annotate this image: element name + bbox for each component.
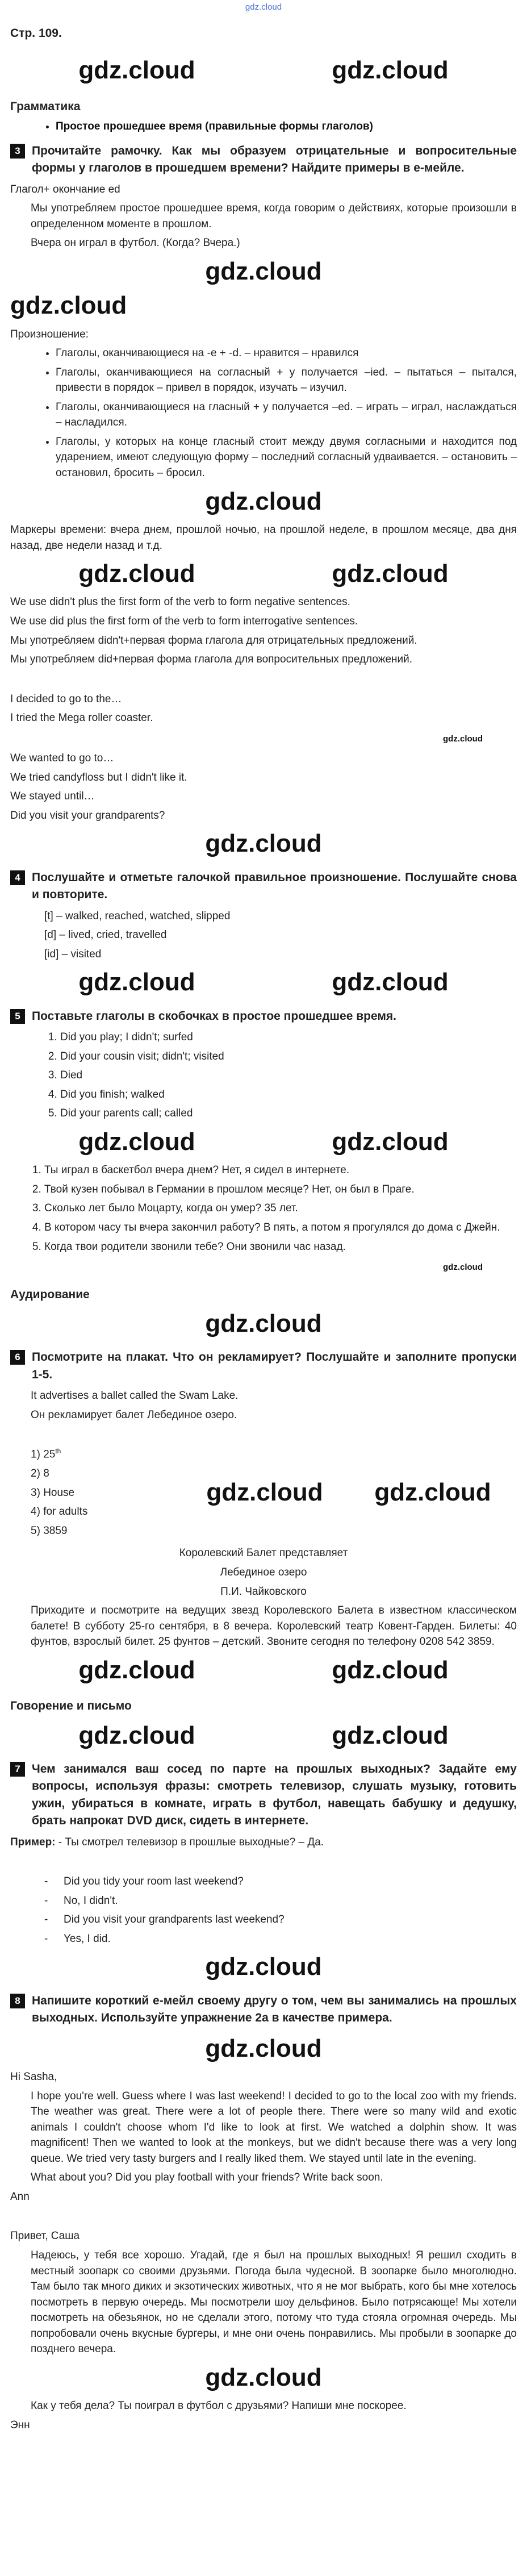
exercise-instruction: Напишите короткий е-мейл своему другу о том, чем вы занимались на прошлых выходных. Используйте упражнение 2а в качестве примера. (32, 1994, 517, 2025)
exercise-6 (10, 1349, 517, 1383)
dialogue (10, 1874, 517, 1946)
watermark: gdz.cloud (78, 1721, 195, 1749)
email-greeting: Hi Sasha, (10, 2071, 57, 2083)
answer-ru: Он рекламирует балет Лебединое озеро. (31, 1408, 237, 1421)
watermark: gdz.cloud (332, 1656, 449, 1684)
example-sentence: We tried candyfloss but I didn't like it. (10, 771, 187, 783)
watermark: gdz.cloud (374, 1478, 491, 1507)
exercise-number: 7 (10, 1762, 25, 1777)
watermark: gdz.cloud (205, 2034, 322, 2062)
watermark: gdz.cloud (10, 291, 127, 320)
translation-item: 5. Когда твои родители звонили тебе? Они звонили час назад. (44, 1239, 517, 1255)
explanation: Мы употребляем простое прошедшее время, когда говорим о действиях, которые произошли в определенном моменте в прошлом. (31, 202, 517, 230)
watermark: gdz.cloud (443, 733, 483, 744)
rule-ru: Мы употребляем didn't+первая форма глагола для отрицательных предложений. (10, 634, 417, 647)
pronunciation-rule: • Глаголы, оканчивающиеся на -e + -d. – нравится – нравился (56, 345, 517, 361)
translation-item: 4. В котором часу ты вчера закончил работу? В пять, а потом я прогулялся до дома с Джейн. (44, 1220, 517, 1236)
gap-answer: 1) 25th (31, 1447, 61, 1461)
gap-answer: 4) for adults (31, 1506, 88, 1518)
exercise-number: 5 (10, 1009, 25, 1024)
rule-en: We use did plus the first form of the verb to form interrogative sentences. (10, 615, 358, 627)
grammar-bullet-list (10, 119, 517, 135)
pronunciation-heading: Произношение: (10, 328, 89, 340)
pronunciation-rule: • Глаголы, оканчивающиеся на гласный + у получается –ed. – играть – играл, наслаждаться – насладился. (56, 399, 517, 431)
exercise-number: 3 (10, 144, 25, 159)
watermark: gdz.cloud (205, 830, 322, 858)
watermark: gdz.cloud (332, 56, 449, 85)
rule-ru: Мы употребляем did+первая форма глагола для вопросительных предложений. (10, 653, 413, 666)
section-heading-audio: Аудирование (10, 1287, 90, 1301)
watermark: gdz.cloud (205, 1953, 322, 1981)
watermark: gdz.cloud (78, 1656, 195, 1684)
watermark: gdz.cloud (78, 1127, 195, 1156)
exercise-8 (10, 1993, 517, 2027)
gap-answer: 2) 8 (31, 1468, 49, 1480)
answer-item: 5. Did your parents call; called (60, 1106, 517, 1122)
poster-line: Лебединое озеро (220, 1566, 307, 1579)
gap-answer: 3) House (31, 1486, 75, 1499)
email-signature: Ann (10, 2190, 30, 2203)
email-closing: Как у тебя дела? Ты поиграл в футбол с друзьями? Напиши мне поскорее. (31, 2400, 407, 2412)
exercise-number: 8 (10, 1994, 25, 2008)
email-closing: What about you? Did you play football with your friends? Write back soon. (31, 2171, 383, 2184)
poster-line: Королевский Балет представляет (179, 1547, 348, 1560)
exercise-instruction: Поставьте глаголы в скобочках в простое прошедшее время. (32, 1009, 396, 1023)
exercise-number: 6 (10, 1350, 25, 1365)
answer-en: It advertises a ballet called the Swam Lake. (31, 1390, 239, 1402)
answer-item: 1. Did you play; I didn't; surfed (60, 1029, 517, 1045)
watermark: gdz.cloud (332, 1127, 449, 1156)
exercise-3 (10, 143, 517, 177)
answer-list (10, 1029, 517, 1122)
watermark: gdz.cloud (443, 1262, 483, 1273)
site-header-link[interactable]: gdz.cloud (245, 2, 282, 12)
translation-item: 2. Твой кузен побывал в Германии в прошлом месяце? Нет, он был в Праге. (44, 1182, 517, 1198)
pronunciation-answer: [d] – lived, cried, travelled (44, 929, 167, 941)
example-sentence: Did you visit your grandparents? (10, 809, 165, 822)
dialogue-line: - Yes, I did. (44, 1931, 517, 1947)
example-sentence: We wanted to go to… (10, 752, 114, 765)
exercise-5 (10, 1008, 517, 1025)
watermark: gdz.cloud (332, 560, 449, 588)
answer-item: 4. Did you finish; walked (60, 1087, 517, 1103)
watermark: gdz.cloud (332, 1721, 449, 1749)
translation-list (10, 1162, 517, 1254)
formula: Глагол+ окончание ed (10, 183, 120, 195)
watermark: gdz.cloud (205, 2363, 322, 2391)
poster-text: Приходите и посмотрите на ведущих звезд Королевского Балета в известном классическом балете! В субботу 25-го сентября, в 8 вечера. Королевский театр Ковент-Гарден. Билеты: 40 фунтов, взрослый билет. 25 фунтов – детский. Звоните сегодня по телефону 0208 542 3859. (31, 1604, 517, 1648)
example-sentence: I tried the Mega roller coaster. (10, 712, 153, 724)
dialogue-line: - No, I didn't. (44, 1893, 517, 1909)
email-body: I hope you're well. Guess where I was last weekend! I decided to go to the local zoo with my friends. The weather was great. There were a lot of people there. There were so many wild and exotic animals I couldn't choose whom I'd like to look at first. We watched a dolphin show. It was magnificent! Then we wanted to look at the monkeys, but we didn't because there was a very long queue. We tried very tasty burgers and I really liked them. We stayed until late in the evening. (31, 2090, 517, 2165)
email-body: Надеюсь, у тебя все хорошо. Угадай, где я был на прошлых выходных! Я решил сходить в местный зоопарк со своими друзьями. Погода была чудесной. В зоопарке было многолюдно. Там было так много диких и экзотических животных, что я не мог выбрать, кого бы мне хотелось посмотреть в первую очередь. Мы посмотрели шоу дельфинов. Было потрясающе! Мы хотели посмотреть на обезьянок, но не сделали этого, потому что туда стояла огромная очередь. Мы попробовали очень вкусные бургеры, и мне они очень понравились. Мы пробыли в зоопарке до позднего вечера. (31, 2249, 517, 2356)
example-sentence: I decided to go to the… (10, 693, 122, 705)
exercise-instruction: Чем занимался ваш сосед по парте на прошлых выходных? Задайте ему вопросы, используя фразы: смотреть телевизор, слушать музыку, готовить ужин, убираться в комнате, играть в футбол, навещать бабушку и дедушку, брать напрокат DVD диск, сидеть в интернете. (32, 1762, 517, 1828)
example-label: Пример: (10, 1836, 56, 1848)
page-label: Стр. 109. (10, 27, 62, 40)
gap-answer: 5) 3859 (31, 1524, 68, 1537)
exercise-instruction: Послушайте и отметьте галочкой правильное произношение. Послушайте снова и повторите. (32, 870, 517, 902)
watermark: gdz.cloud (332, 968, 449, 997)
time-markers: Маркеры времени: вчера днем, прошлой ночью, на прошлой неделе, в прошлом месяце, два дня назад, две недели назад и т.д. (10, 523, 517, 552)
exercise-instruction: Посмотрите на плакат. Что он рекламирует? Послушайте и заполните пропуски 1-5. (32, 1350, 517, 1381)
exercise-number: 4 (10, 870, 25, 885)
exercise-instruction: Прочитайте рамочку. Как мы образуем отрицательные и вопросительные формы у глаголов в прошедшем времени? Найдите примеры в е-мейле. (32, 144, 517, 175)
rule-en: We use didn't plus the first form of the verb to form negative sentences. (10, 596, 350, 608)
pronunciation-rule: • Глаголы, у которых на конце гласный стоит между двумя согласными и находится под ударением, имеют следующую форму – последний согласный удваивается. – остановить – остановил, бросить – бросил. (56, 434, 517, 481)
translation-item: 3. Сколько лет было Моцарту, когда он умер? 35 лет. (44, 1201, 517, 1216)
watermark: gdz.cloud (205, 1310, 322, 1338)
watermark: gdz.cloud (78, 560, 195, 588)
watermark-row (10, 53, 517, 87)
pronunciation-answer: [id] – visited (44, 948, 102, 960)
poster-line: П.И. Чайковского (220, 1585, 307, 1598)
pronunciation-rules (10, 345, 517, 481)
dialogue-line: - Did you tidy your room last weekend? (44, 1874, 517, 1890)
translation-item: 1. Ты играл в баскетбол вчера днем? Нет, я сидел в интернете. (44, 1162, 517, 1178)
watermark: gdz.cloud (206, 1478, 323, 1507)
example-sentence: We stayed until… (10, 790, 95, 803)
grammar-bullet: • Простое прошедшее время (правильные формы глаголов) (56, 119, 517, 135)
pronunciation-answer: [t] – walked, reached, watched, slipped (44, 910, 231, 922)
example-text: - Ты смотрел телевизор в прошлые выходные? – Да. (58, 1836, 324, 1848)
watermark: gdz.cloud (205, 257, 322, 285)
example: Вчера он играл в футбол. (Когда? Вчера.) (31, 237, 240, 249)
section-heading-speaking: Говорение и письмо (10, 1699, 132, 1713)
exercise-7 (10, 1761, 517, 1830)
pronunciation-rule: • Глаголы, оканчивающиеся на согласный + у получается –ied. – пытаться – пытался, привести в порядок – привел в порядок, изучать – изучил. (56, 365, 517, 396)
email-greeting: Привет, Саша (10, 2230, 80, 2242)
example-line (10, 1835, 517, 1850)
email-signature: Энн (10, 2419, 30, 2431)
watermark: gdz.cloud (205, 487, 322, 515)
watermark: gdz.cloud (78, 56, 195, 85)
exercise-4 (10, 869, 517, 904)
section-heading-grammar: Грамматика (10, 99, 81, 113)
watermark: gdz.cloud (78, 968, 195, 997)
dialogue-line: - Did you visit your grandparents last weekend? (44, 1912, 517, 1928)
answer-item: 2. Did your cousin visit; didn't; visited (60, 1049, 517, 1065)
answer-item: 3. Died (60, 1068, 517, 1083)
